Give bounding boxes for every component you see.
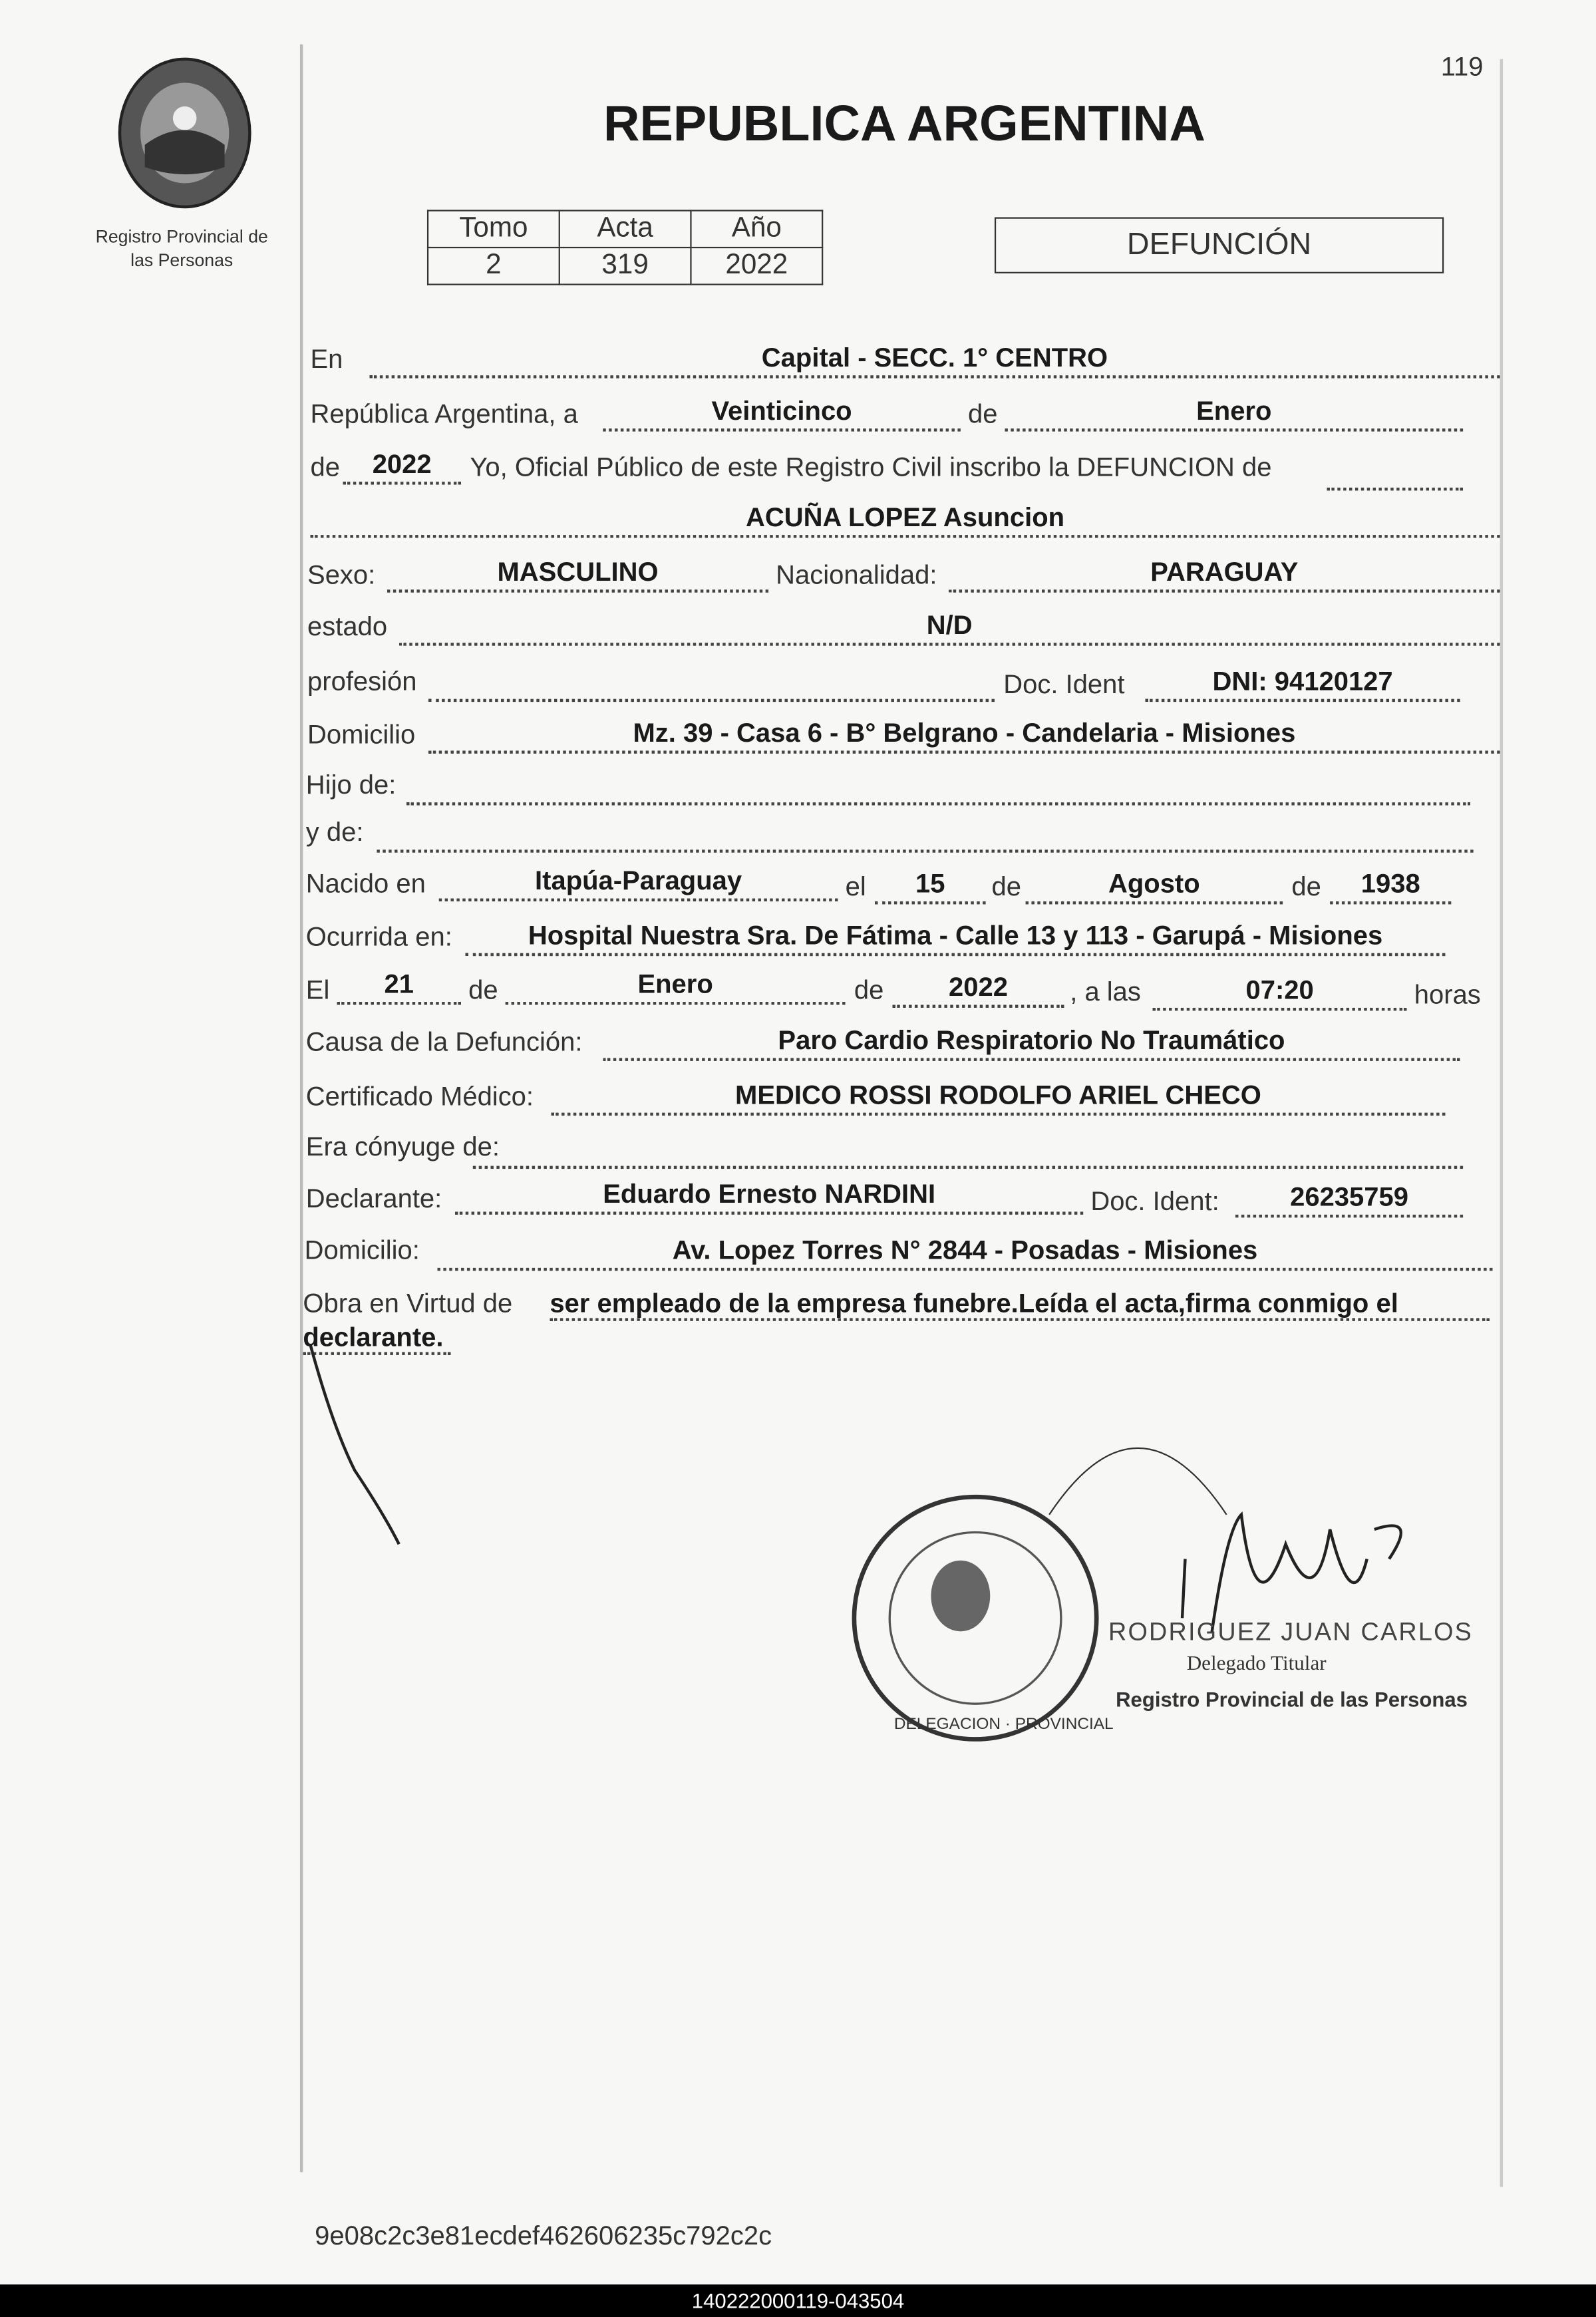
death-month: Enero (506, 969, 846, 1004)
de-label: de (967, 398, 998, 429)
certificado-label: Certificado Médico: (305, 1081, 534, 1112)
declarante-doc-value: 26235759 (1235, 1182, 1463, 1217)
barcode-id-bar (0, 2284, 1596, 2317)
province-seal-logo (115, 56, 255, 211)
registry-name (74, 225, 289, 272)
record-table (427, 210, 823, 285)
de-label: de (991, 871, 1021, 901)
y-de-label: y de: (305, 817, 364, 847)
sexo-value: MASCULINO (387, 557, 768, 592)
de-label: de (854, 975, 884, 1005)
ocurrida-label: Ocurrida en: (305, 922, 452, 952)
deceased-name: ACUÑA LOPEZ Asuncion (310, 502, 1500, 538)
header-ano: Año (691, 211, 822, 248)
registry-line1: Registro Provincial de (95, 226, 268, 247)
declarante-domicilio-label: Domicilio: (304, 1235, 420, 1265)
document-hash: 9e08c2c3e81ecdef462606235c792c2c (315, 2221, 772, 2251)
birthplace-value: Itapúa-Paraguay (439, 866, 838, 901)
profesion-label: profesión (307, 666, 417, 696)
de-label: de (310, 452, 340, 482)
horas-label: horas (1414, 979, 1481, 1010)
official-title: Delegado Titular (1186, 1653, 1327, 1676)
medical-certifier: MEDICO ROSSI RODOLFO ARIEL CHECO (552, 1080, 1446, 1116)
el-label: el (845, 871, 866, 901)
de-label: de (1291, 871, 1321, 901)
nacionalidad-label: Nacionalidad: (776, 559, 937, 590)
obra-value-end: declarante. (303, 1322, 450, 1355)
value-acta: 319 (559, 247, 691, 285)
declarante-doc-label: Doc. Ident: (1090, 1186, 1219, 1217)
obra-value: ser empleado de la empresa funebre.Leída el acta,firma conmigo el (550, 1289, 1490, 1321)
country-title: REPUBLICA ARGENTINA (603, 96, 1205, 152)
stamp-ring-text: DELEGACION · PROVINCIAL (893, 1714, 1114, 1733)
birth-month: Agosto (1026, 869, 1283, 904)
declarante-label: Declarante: (305, 1183, 442, 1213)
nacionalidad-value: PARAGUAY (949, 557, 1500, 592)
declarante-value: Eduardo Ernesto NARDINI (455, 1179, 1083, 1215)
estado-label: estado (307, 611, 388, 642)
causa-label: Causa de la Defunción: (305, 1026, 583, 1057)
official-office: Registro Provincial de las Personas (1116, 1687, 1468, 1712)
official-stamp (842, 1411, 1463, 1780)
header-acta: Acta (559, 211, 691, 248)
official-statement: Yo, Oficial Público de este Registro Civil inscribo la DEFUNCION de (470, 452, 1272, 482)
y-de-value (377, 817, 1473, 852)
hijo-de-value (406, 770, 1470, 805)
official-signature (1182, 1515, 1401, 1633)
conyuge-value (473, 1134, 1463, 1169)
value-ano: 2022 (691, 247, 822, 285)
de-label: de (468, 975, 498, 1005)
death-time: 07:20 (1153, 975, 1407, 1010)
page-number: 119 (1440, 51, 1484, 82)
a-las-label: , a las (1070, 977, 1141, 1006)
official-name: RODRIGUEZ JUAN CARLOS (1108, 1618, 1474, 1646)
el-label: El (305, 975, 330, 1005)
left-margin-line (300, 45, 303, 2173)
blank-line (1327, 455, 1463, 490)
value-tomo: 2 (428, 247, 559, 285)
registration-year: 2022 (343, 449, 461, 484)
place-value: Capital - SECC. 1° CENTRO (369, 343, 1500, 378)
death-year: 2022 (893, 973, 1064, 1008)
cause-of-death: Paro Cardio Respiratorio No Traumático (603, 1026, 1460, 1061)
registration-day: Veinticinco (603, 396, 961, 431)
sexo-label: Sexo: (307, 559, 376, 590)
declarant-signature-stroke (303, 1337, 421, 1559)
domicilio-value: Mz. 39 - Casa 6 - B° Belgrano - Candelaria - Misiones (428, 718, 1500, 754)
conyuge-label: Era cónyuge de: (305, 1132, 500, 1161)
barcode-id: 140222000119-043504 (691, 2288, 905, 2313)
obra-label: Obra en Virtud de (303, 1288, 513, 1318)
hijo-de-label: Hijo de: (305, 770, 397, 800)
doc-ident-label: Doc. Ident (1003, 669, 1125, 699)
birth-day: 15 (875, 869, 986, 904)
header-tomo: Tomo (428, 211, 559, 248)
domicilio-label: Domicilio (307, 719, 416, 750)
estado-value: N/D (399, 610, 1500, 645)
birth-year: 1938 (1330, 869, 1451, 904)
right-margin-line (1500, 59, 1503, 2187)
doc-ident-value: DNI: 94120127 (1146, 667, 1460, 702)
death-place: Hospital Nuestra Sra. De Fátima - Calle 13 y 113 - Garupá - Misiones (466, 921, 1446, 956)
registration-month: Enero (1005, 396, 1463, 431)
republica-label: República Argentina, a (310, 398, 578, 429)
document-type-box: DEFUNCIÓN (995, 218, 1444, 273)
declarante-domicilio-value: Av. Lopez Torres N° 2844 - Posadas - Misiones (438, 1235, 1493, 1271)
profesion-value (428, 667, 995, 702)
en-label: En (310, 344, 343, 374)
death-day: 21 (337, 969, 461, 1004)
registry-line2: las Personas (130, 249, 234, 271)
nacido-label: Nacido en (305, 869, 426, 899)
